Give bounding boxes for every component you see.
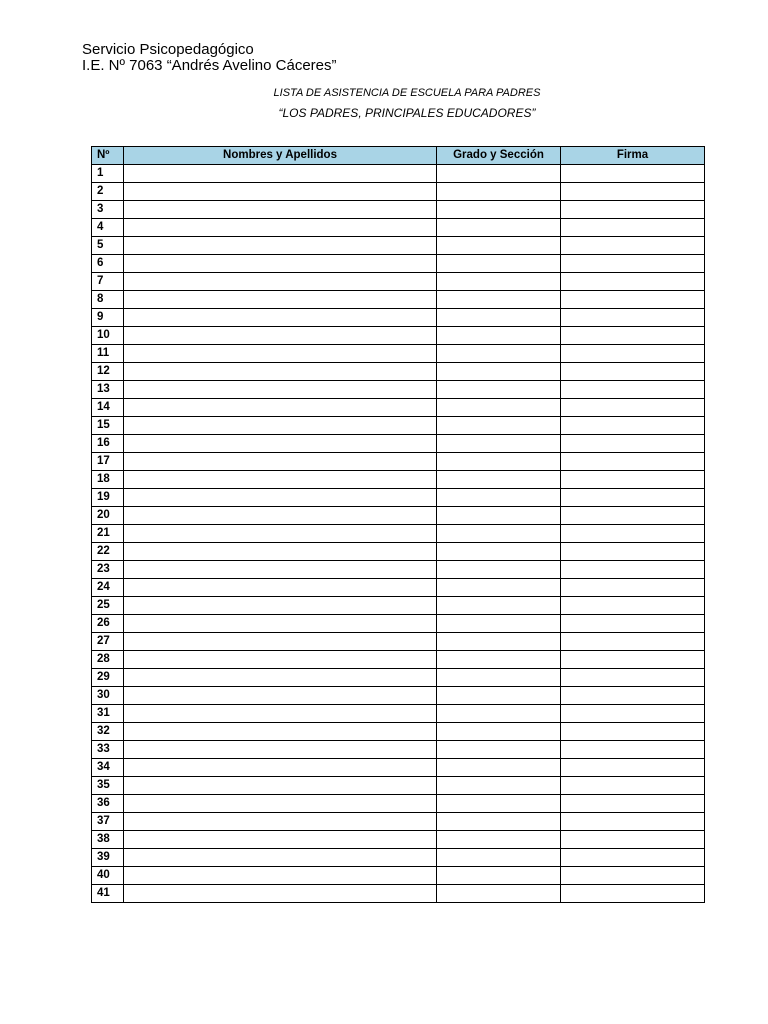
grade-section-cell[interactable] xyxy=(437,723,561,741)
signature-cell[interactable] xyxy=(561,525,705,543)
grade-section-cell[interactable] xyxy=(437,525,561,543)
grade-section-cell[interactable] xyxy=(437,201,561,219)
table-row xyxy=(92,525,705,543)
row-number: 8 xyxy=(92,291,124,309)
attendance-table xyxy=(91,146,705,903)
name-cell[interactable] xyxy=(124,507,437,525)
name-cell[interactable] xyxy=(124,687,437,705)
table-row xyxy=(92,327,705,345)
table-row xyxy=(92,237,705,255)
row-number: 11 xyxy=(92,345,124,363)
table-row xyxy=(92,777,705,795)
table-row xyxy=(92,345,705,363)
column-header-signature: Firma xyxy=(561,147,705,165)
grade-section-cell[interactable] xyxy=(437,165,561,183)
row-number: 26 xyxy=(92,615,124,633)
grade-section-cell[interactable] xyxy=(437,867,561,885)
signature-cell[interactable] xyxy=(561,579,705,597)
name-cell[interactable] xyxy=(124,417,437,435)
signature-cell[interactable] xyxy=(561,885,705,903)
name-cell[interactable] xyxy=(124,327,437,345)
table-row xyxy=(92,471,705,489)
grade-section-cell[interactable] xyxy=(437,705,561,723)
table-row xyxy=(92,309,705,327)
name-cell[interactable] xyxy=(124,615,437,633)
table-row xyxy=(92,507,705,525)
row-number: 36 xyxy=(92,795,124,813)
attendance-rows xyxy=(92,165,705,903)
name-cell[interactable] xyxy=(124,579,437,597)
name-cell[interactable] xyxy=(124,273,437,291)
name-cell[interactable] xyxy=(124,561,437,579)
row-number: 4 xyxy=(92,219,124,237)
grade-section-cell[interactable] xyxy=(437,219,561,237)
signature-cell[interactable] xyxy=(561,435,705,453)
signature-cell[interactable] xyxy=(561,183,705,201)
table-row xyxy=(92,543,705,561)
signature-cell[interactable] xyxy=(561,705,705,723)
row-number: 5 xyxy=(92,237,124,255)
signature-cell[interactable] xyxy=(561,345,705,363)
name-cell[interactable] xyxy=(124,255,437,273)
table-row xyxy=(92,381,705,399)
signature-cell[interactable] xyxy=(561,273,705,291)
table-row xyxy=(92,489,705,507)
grade-section-cell[interactable] xyxy=(437,453,561,471)
row-number: 24 xyxy=(92,579,124,597)
row-number: 12 xyxy=(92,363,124,381)
signature-cell[interactable] xyxy=(561,561,705,579)
grade-section-cell[interactable] xyxy=(437,345,561,363)
row-number: 33 xyxy=(92,741,124,759)
table-row xyxy=(92,561,705,579)
name-cell[interactable] xyxy=(124,237,437,255)
name-cell[interactable] xyxy=(124,813,437,831)
row-number: 40 xyxy=(92,867,124,885)
grade-section-cell[interactable] xyxy=(437,327,561,345)
name-cell[interactable] xyxy=(124,759,437,777)
name-cell[interactable] xyxy=(124,849,437,867)
column-header-names: Nombres y Apellidos xyxy=(124,147,437,165)
row-number: 29 xyxy=(92,669,124,687)
grade-section-cell[interactable] xyxy=(437,615,561,633)
row-number: 32 xyxy=(92,723,124,741)
table-row xyxy=(92,597,705,615)
grade-section-cell[interactable] xyxy=(437,651,561,669)
signature-cell[interactable] xyxy=(561,543,705,561)
row-number: 10 xyxy=(92,327,124,345)
name-cell[interactable] xyxy=(124,525,437,543)
grade-section-cell[interactable] xyxy=(437,687,561,705)
signature-cell[interactable] xyxy=(561,489,705,507)
name-cell[interactable] xyxy=(124,669,437,687)
table-header-row xyxy=(92,147,705,165)
row-number: 23 xyxy=(92,561,124,579)
grade-section-cell[interactable] xyxy=(437,471,561,489)
name-cell[interactable] xyxy=(124,831,437,849)
signature-cell[interactable] xyxy=(561,381,705,399)
signature-cell[interactable] xyxy=(561,795,705,813)
signature-cell[interactable] xyxy=(561,723,705,741)
signature-cell[interactable] xyxy=(561,453,705,471)
signature-cell[interactable] xyxy=(561,471,705,489)
row-number: 21 xyxy=(92,525,124,543)
document-subtitle: “LOS PADRES, PRINCIPALES EDUCADORES” xyxy=(278,106,536,120)
row-number: 31 xyxy=(92,705,124,723)
signature-cell[interactable] xyxy=(561,759,705,777)
signature-cell[interactable] xyxy=(561,831,705,849)
signature-cell[interactable] xyxy=(561,237,705,255)
grade-section-cell[interactable] xyxy=(437,255,561,273)
name-cell[interactable] xyxy=(124,453,437,471)
grade-section-cell[interactable] xyxy=(437,273,561,291)
signature-cell[interactable] xyxy=(561,867,705,885)
row-number: 30 xyxy=(92,687,124,705)
grade-section-cell[interactable] xyxy=(437,363,561,381)
grade-section-cell[interactable] xyxy=(437,849,561,867)
grade-section-cell[interactable] xyxy=(437,813,561,831)
row-number: 20 xyxy=(92,507,124,525)
grade-section-cell[interactable] xyxy=(437,435,561,453)
grade-section-cell[interactable] xyxy=(437,831,561,849)
grade-section-cell[interactable] xyxy=(437,183,561,201)
row-number: 22 xyxy=(92,543,124,561)
signature-cell[interactable] xyxy=(561,651,705,669)
table-row xyxy=(92,651,705,669)
signature-cell[interactable] xyxy=(561,777,705,795)
signature-cell[interactable] xyxy=(561,633,705,651)
signature-cell[interactable] xyxy=(561,291,705,309)
signature-cell[interactable] xyxy=(561,849,705,867)
row-number: 39 xyxy=(92,849,124,867)
table-row xyxy=(92,795,705,813)
name-cell[interactable] xyxy=(124,291,437,309)
signature-cell[interactable] xyxy=(561,813,705,831)
grade-section-cell[interactable] xyxy=(437,759,561,777)
name-cell[interactable] xyxy=(124,633,437,651)
signature-cell[interactable] xyxy=(561,417,705,435)
table-row xyxy=(92,849,705,867)
grade-section-cell[interactable] xyxy=(437,633,561,651)
grade-section-cell[interactable] xyxy=(437,417,561,435)
column-header-grade-section: Grado y Sección xyxy=(437,147,561,165)
row-number: 28 xyxy=(92,651,124,669)
grade-section-cell[interactable] xyxy=(437,309,561,327)
table-row xyxy=(92,201,705,219)
grade-section-cell[interactable] xyxy=(437,543,561,561)
name-cell[interactable] xyxy=(124,309,437,327)
grade-section-cell[interactable] xyxy=(437,489,561,507)
signature-cell[interactable] xyxy=(561,201,705,219)
table-row xyxy=(92,579,705,597)
name-cell[interactable] xyxy=(124,471,437,489)
name-cell[interactable] xyxy=(124,543,437,561)
row-number: 9 xyxy=(92,309,124,327)
name-cell[interactable] xyxy=(124,777,437,795)
name-cell[interactable] xyxy=(124,363,437,381)
table-row xyxy=(92,255,705,273)
name-cell[interactable] xyxy=(124,435,437,453)
signature-cell[interactable] xyxy=(561,327,705,345)
grade-section-cell[interactable] xyxy=(437,291,561,309)
signature-cell[interactable] xyxy=(561,399,705,417)
table-row xyxy=(92,867,705,885)
name-cell[interactable] xyxy=(124,795,437,813)
table-row xyxy=(92,273,705,291)
name-cell[interactable] xyxy=(124,705,437,723)
table-row xyxy=(92,831,705,849)
signature-cell[interactable] xyxy=(561,687,705,705)
grade-section-cell[interactable] xyxy=(437,777,561,795)
table-row xyxy=(92,291,705,309)
institution-department: Servicio Psicopedagógico xyxy=(82,41,254,58)
name-cell[interactable] xyxy=(124,723,437,741)
table-row xyxy=(92,183,705,201)
signature-cell[interactable] xyxy=(561,741,705,759)
signature-cell[interactable] xyxy=(561,363,705,381)
signature-cell[interactable] xyxy=(561,255,705,273)
row-number: 2 xyxy=(92,183,124,201)
row-number: 1 xyxy=(92,165,124,183)
table-row xyxy=(92,165,705,183)
table-row xyxy=(92,615,705,633)
name-cell[interactable] xyxy=(124,741,437,759)
name-cell[interactable] xyxy=(124,867,437,885)
signature-cell[interactable] xyxy=(561,219,705,237)
institution-name: I.E. Nº 7063 “Andrés Avelino Cáceres” xyxy=(82,57,337,74)
column-header-number: Nº xyxy=(92,147,124,165)
row-number: 37 xyxy=(92,813,124,831)
row-number: 13 xyxy=(92,381,124,399)
row-number: 41 xyxy=(92,885,124,903)
grade-section-cell[interactable] xyxy=(437,507,561,525)
row-number: 35 xyxy=(92,777,124,795)
row-number: 25 xyxy=(92,597,124,615)
name-cell[interactable] xyxy=(124,165,437,183)
grade-section-cell[interactable] xyxy=(437,885,561,903)
table-row xyxy=(92,759,705,777)
row-number: 34 xyxy=(92,759,124,777)
signature-cell[interactable] xyxy=(561,309,705,327)
table-row xyxy=(92,687,705,705)
table-row xyxy=(92,813,705,831)
table-row xyxy=(92,669,705,687)
row-number: 38 xyxy=(92,831,124,849)
name-cell[interactable] xyxy=(124,597,437,615)
row-number: 18 xyxy=(92,471,124,489)
table-row xyxy=(92,885,705,903)
table-row xyxy=(92,219,705,237)
table-row xyxy=(92,363,705,381)
table-row xyxy=(92,399,705,417)
grade-section-cell[interactable] xyxy=(437,669,561,687)
name-cell[interactable] xyxy=(124,381,437,399)
grade-section-cell[interactable] xyxy=(437,237,561,255)
table-row xyxy=(92,417,705,435)
table-row xyxy=(92,741,705,759)
row-number: 6 xyxy=(92,255,124,273)
row-number: 14 xyxy=(92,399,124,417)
signature-cell[interactable] xyxy=(561,669,705,687)
table-row xyxy=(92,453,705,471)
grade-section-cell[interactable] xyxy=(437,795,561,813)
name-cell[interactable] xyxy=(124,399,437,417)
name-cell[interactable] xyxy=(124,651,437,669)
grade-section-cell[interactable] xyxy=(437,741,561,759)
signature-cell[interactable] xyxy=(561,165,705,183)
table-row xyxy=(92,633,705,651)
row-number: 16 xyxy=(92,435,124,453)
signature-cell[interactable] xyxy=(561,615,705,633)
name-cell[interactable] xyxy=(124,345,437,363)
row-number: 3 xyxy=(92,201,124,219)
name-cell[interactable] xyxy=(124,201,437,219)
row-number: 19 xyxy=(92,489,124,507)
signature-cell[interactable] xyxy=(561,507,705,525)
row-number: 15 xyxy=(92,417,124,435)
grade-section-cell[interactable] xyxy=(437,381,561,399)
name-cell[interactable] xyxy=(124,183,437,201)
grade-section-cell[interactable] xyxy=(437,579,561,597)
table-row xyxy=(92,705,705,723)
row-number: 27 xyxy=(92,633,124,651)
document-title: LISTA DE ASISTENCIA DE ESCUELA PARA PADRES xyxy=(273,87,541,99)
name-cell[interactable] xyxy=(124,489,437,507)
row-number: 17 xyxy=(92,453,124,471)
name-cell[interactable] xyxy=(124,885,437,903)
grade-section-cell[interactable] xyxy=(437,399,561,417)
table-row xyxy=(92,435,705,453)
grade-section-cell[interactable] xyxy=(437,561,561,579)
signature-cell[interactable] xyxy=(561,597,705,615)
table-row xyxy=(92,723,705,741)
row-number: 7 xyxy=(92,273,124,291)
grade-section-cell[interactable] xyxy=(437,597,561,615)
name-cell[interactable] xyxy=(124,219,437,237)
